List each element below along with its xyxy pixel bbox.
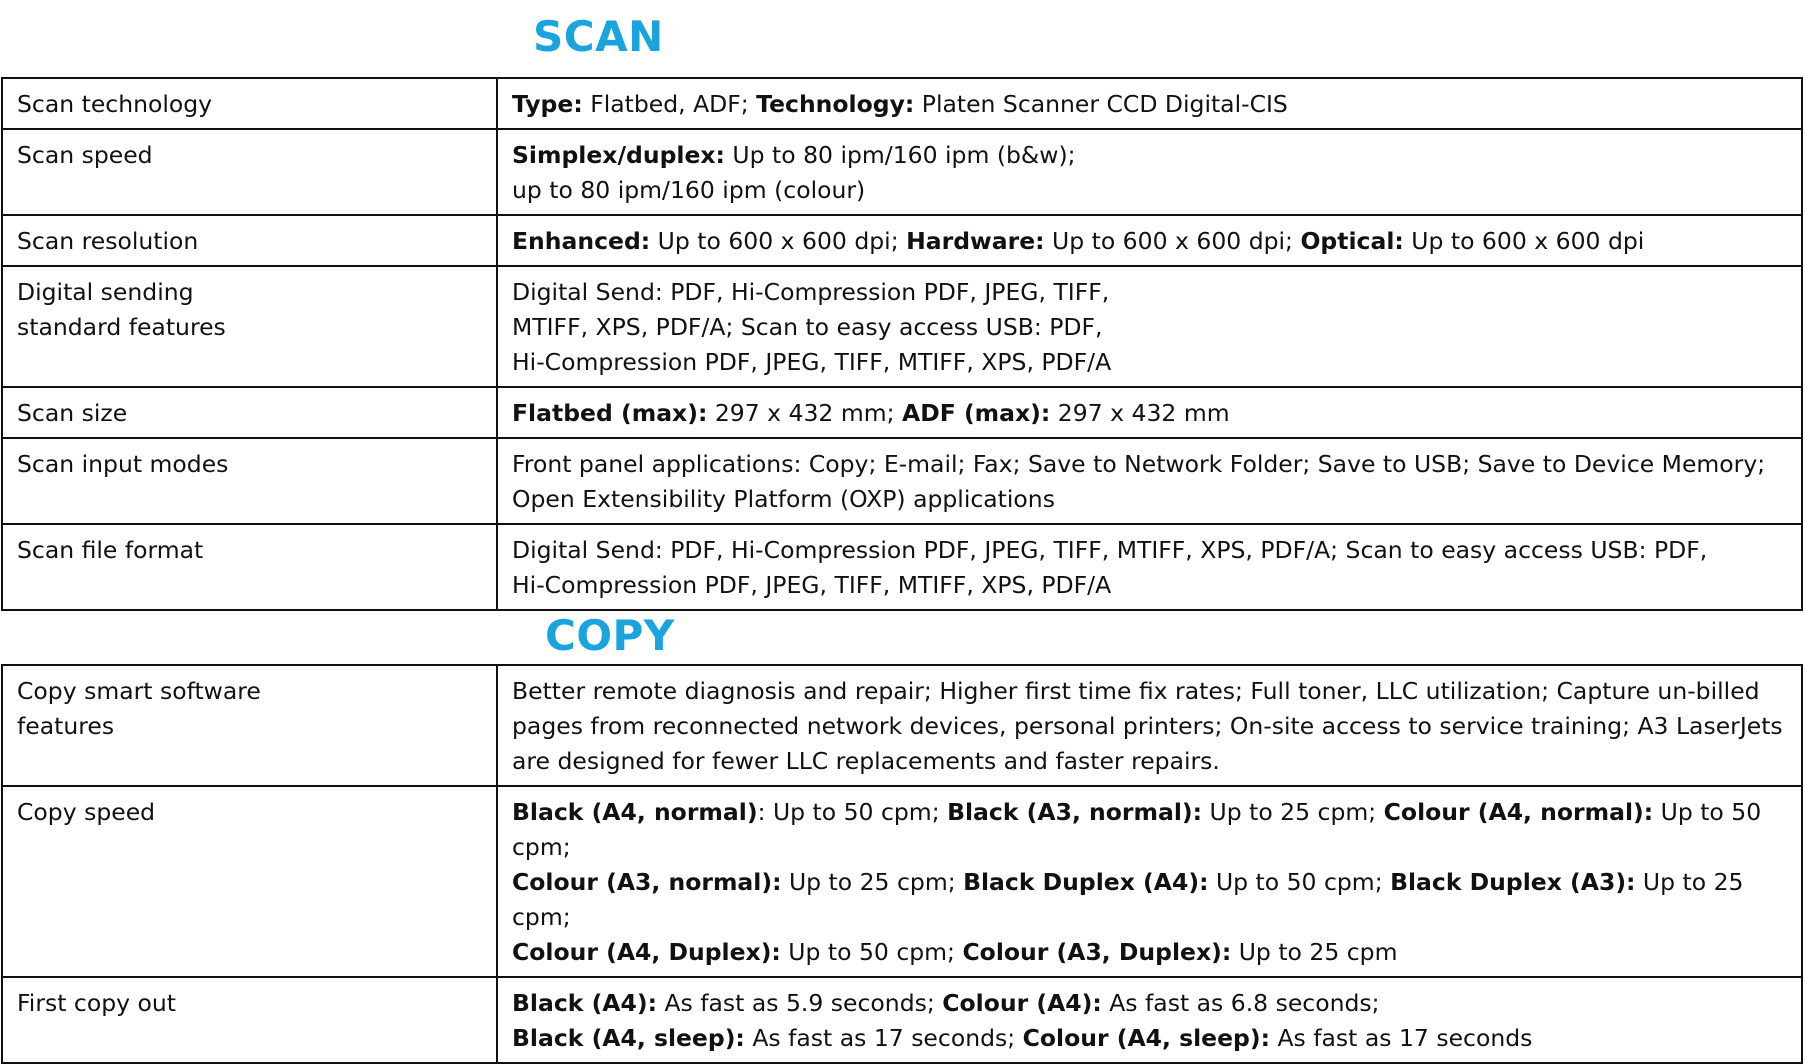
spec-label-text: Digital sending — [17, 278, 194, 306]
spec-label-text: First copy out — [17, 989, 177, 1017]
spec-value-line — [512, 345, 1787, 380]
spec-value-line — [512, 986, 1787, 1021]
copy-spec-rows — [2, 665, 1802, 1063]
spec-label-text: Copy speed — [17, 798, 156, 826]
spec-label-cell — [2, 215, 497, 266]
spec-key-text: Black Duplex (A3): — [1390, 868, 1636, 896]
spec-value-text: Open Extensibility Platform (OXP) applications — [512, 485, 1055, 513]
spec-value-line — [512, 568, 1787, 603]
spec-value-line — [512, 709, 1787, 744]
spec-value-cell — [497, 215, 1802, 266]
spec-value-line — [512, 744, 1787, 779]
copy-section-title: COPY — [545, 611, 675, 660]
spec-label-cell — [2, 438, 497, 524]
spec-value-text: Hi-Compression PDF, JPEG, TIFF, MTIFF, XPS, PDF/A — [512, 348, 1112, 376]
spec-label-cell — [2, 977, 497, 1063]
scan-section-title: SCAN — [533, 12, 664, 61]
spec-value-text: 297 x 432 mm; — [707, 399, 903, 427]
spec-label-cell — [2, 786, 497, 977]
spec-row — [2, 387, 1802, 438]
spec-value-cell — [497, 387, 1802, 438]
spec-row — [2, 78, 1802, 129]
spec-value-text: As fast as 5.9 seconds; — [656, 989, 943, 1017]
spec-key-text: ADF (max): — [902, 399, 1051, 427]
spec-key-text: Colour (A4): — [942, 989, 1102, 1017]
spec-label-text: Scan size — [17, 399, 128, 427]
spec-key-text: Type: — [512, 90, 583, 118]
spec-value-text: Hi-Compression PDF, JPEG, TIFF, MTIFF, XPS, PDF/A — [512, 571, 1112, 599]
spec-key-text: Enhanced: — [512, 227, 651, 255]
spec-value-line — [512, 935, 1787, 970]
spec-value-cell — [497, 438, 1802, 524]
spec-label-cell — [2, 524, 497, 610]
scan-spec-table — [1, 77, 1803, 611]
spec-key-text: Simplex/duplex: — [512, 141, 725, 169]
spec-value-line — [512, 173, 1787, 208]
spec-value-cell — [497, 78, 1802, 129]
spec-value-cell — [497, 524, 1802, 610]
spec-key-text: Colour (A3, normal): — [512, 868, 782, 896]
spec-row — [2, 524, 1802, 610]
spec-label-cell — [2, 266, 497, 387]
spec-value-text: Digital Send: PDF, Hi-Compression PDF, JPEG, TIFF, — [512, 278, 1110, 306]
spec-row — [2, 215, 1802, 266]
spec-key-text: Optical: — [1300, 227, 1404, 255]
spec-value-line — [512, 674, 1787, 709]
spec-value-line — [512, 87, 1787, 122]
spec-key-text: Colour (A4, Duplex): — [512, 938, 781, 966]
spec-key-text: Colour (A4, normal): — [1383, 798, 1654, 826]
spec-value-line — [512, 865, 1787, 935]
spec-value-text: Up to 25 cpm; — [512, 868, 1744, 931]
spec-key-text: Technology: — [756, 90, 915, 118]
spec-value-text: up to 80 ipm/160 ipm (colour) — [512, 176, 866, 204]
spec-value-line — [512, 275, 1787, 310]
spec-value-text: Up to 50 cpm; — [512, 798, 1762, 861]
spec-key-text: Black (A4, sleep): — [512, 1024, 745, 1052]
spec-value-text: Platen Scanner CCD Digital-CIS — [914, 90, 1288, 118]
spec-label-cell — [2, 129, 497, 215]
spec-label-text: Scan speed — [17, 141, 153, 169]
spec-key-text: Flatbed (max): — [512, 399, 708, 427]
spec-value-line — [512, 482, 1787, 517]
spec-value-text: As fast as 17 seconds; — [744, 1024, 1023, 1052]
spec-value-text: Up to 25 cpm; — [781, 868, 964, 896]
spec-value-text: : Up to 50 cpm; — [757, 798, 948, 826]
spec-row — [2, 266, 1802, 387]
spec-value-line — [512, 396, 1787, 431]
spec-key-text: Black (A3, normal): — [947, 798, 1203, 826]
spec-value-line — [512, 533, 1787, 568]
spec-row — [2, 977, 1802, 1063]
spec-value-line — [512, 447, 1787, 482]
spec-value-text: Up to 600 x 600 dpi — [1403, 227, 1645, 255]
copy-spec-table — [1, 664, 1803, 1064]
spec-key-text: Black Duplex (A4): — [963, 868, 1209, 896]
spec-label-text: Scan technology — [17, 90, 213, 118]
spec-row — [2, 129, 1802, 215]
spec-value-text: Up to 80 ipm/160 ipm (b&w); — [724, 141, 1076, 169]
spec-value-text: Up to 50 cpm; — [1208, 868, 1391, 896]
spec-row — [2, 438, 1802, 524]
spec-key-text: Colour (A4, sleep): — [1022, 1024, 1270, 1052]
scan-spec-rows — [2, 78, 1802, 610]
spec-value-text: Flatbed, ADF; — [582, 90, 757, 118]
spec-value-text: Front panel applications: Copy; E-mail; Fax; Save to Network Folder; Save to USB; Save to Device Memory; — [512, 450, 1766, 478]
spec-label-cell — [2, 665, 497, 786]
spec-label-cell — [2, 78, 497, 129]
spec-label-cell — [2, 387, 497, 438]
spec-value-line — [512, 224, 1787, 259]
spec-label-text: Scan input modes — [17, 450, 229, 478]
spec-key-text: Black (A4, normal) — [512, 798, 758, 826]
spec-value-cell — [497, 266, 1802, 387]
spec-key-text: Colour (A3, Duplex): — [962, 938, 1232, 966]
spec-value-text: pages from reconnected network devices, personal printers; On-site access to service training; A3 LaserJets — [512, 712, 1783, 740]
spec-value-text: Up to 600 x 600 dpi; — [650, 227, 907, 255]
spec-row — [2, 786, 1802, 977]
spec-value-text: Up to 25 cpm — [1231, 938, 1398, 966]
spec-value-text: MTIFF, XPS, PDF/A; Scan to easy access USB: PDF, — [512, 313, 1103, 341]
spec-label-text: Scan file format — [17, 536, 204, 564]
spec-value-cell — [497, 786, 1802, 977]
spec-value-line — [512, 310, 1787, 345]
spec-label-text: standard features — [17, 313, 226, 341]
spec-label-text: Copy smart software — [17, 677, 261, 705]
spec-value-text: are designed for fewer LLC replacements and faster repairs. — [512, 747, 1220, 775]
spec-value-text: 297 x 432 mm — [1050, 399, 1230, 427]
spec-value-cell — [497, 129, 1802, 215]
spec-row — [2, 665, 1802, 786]
spec-value-cell — [497, 665, 1802, 786]
spec-key-text: Black (A4): — [512, 989, 657, 1017]
spec-value-text: Digital Send: PDF, Hi-Compression PDF, JPEG, TIFF, MTIFF, XPS, PDF/A; Scan to easy access USB: PDF, — [512, 536, 1708, 564]
spec-label-text: Scan resolution — [17, 227, 199, 255]
spec-value-line — [512, 1021, 1787, 1056]
spec-key-text: Hardware: — [906, 227, 1045, 255]
spec-value-text: As fast as 6.8 seconds; — [1101, 989, 1380, 1017]
spec-value-text: Up to 50 cpm; — [780, 938, 963, 966]
spec-value-text: As fast as 17 seconds — [1270, 1024, 1533, 1052]
spec-value-line — [512, 795, 1787, 865]
spec-label-text: features — [17, 712, 115, 740]
spec-value-line — [512, 138, 1787, 173]
spec-value-text: Up to 600 x 600 dpi; — [1044, 227, 1301, 255]
spec-value-text: Better remote diagnosis and repair; Higher first time fix rates; Full toner, LLC utilization; Capture un-billed — [512, 677, 1760, 705]
spec-value-text: Up to 25 cpm; — [1202, 798, 1384, 826]
spec-value-cell — [497, 977, 1802, 1063]
